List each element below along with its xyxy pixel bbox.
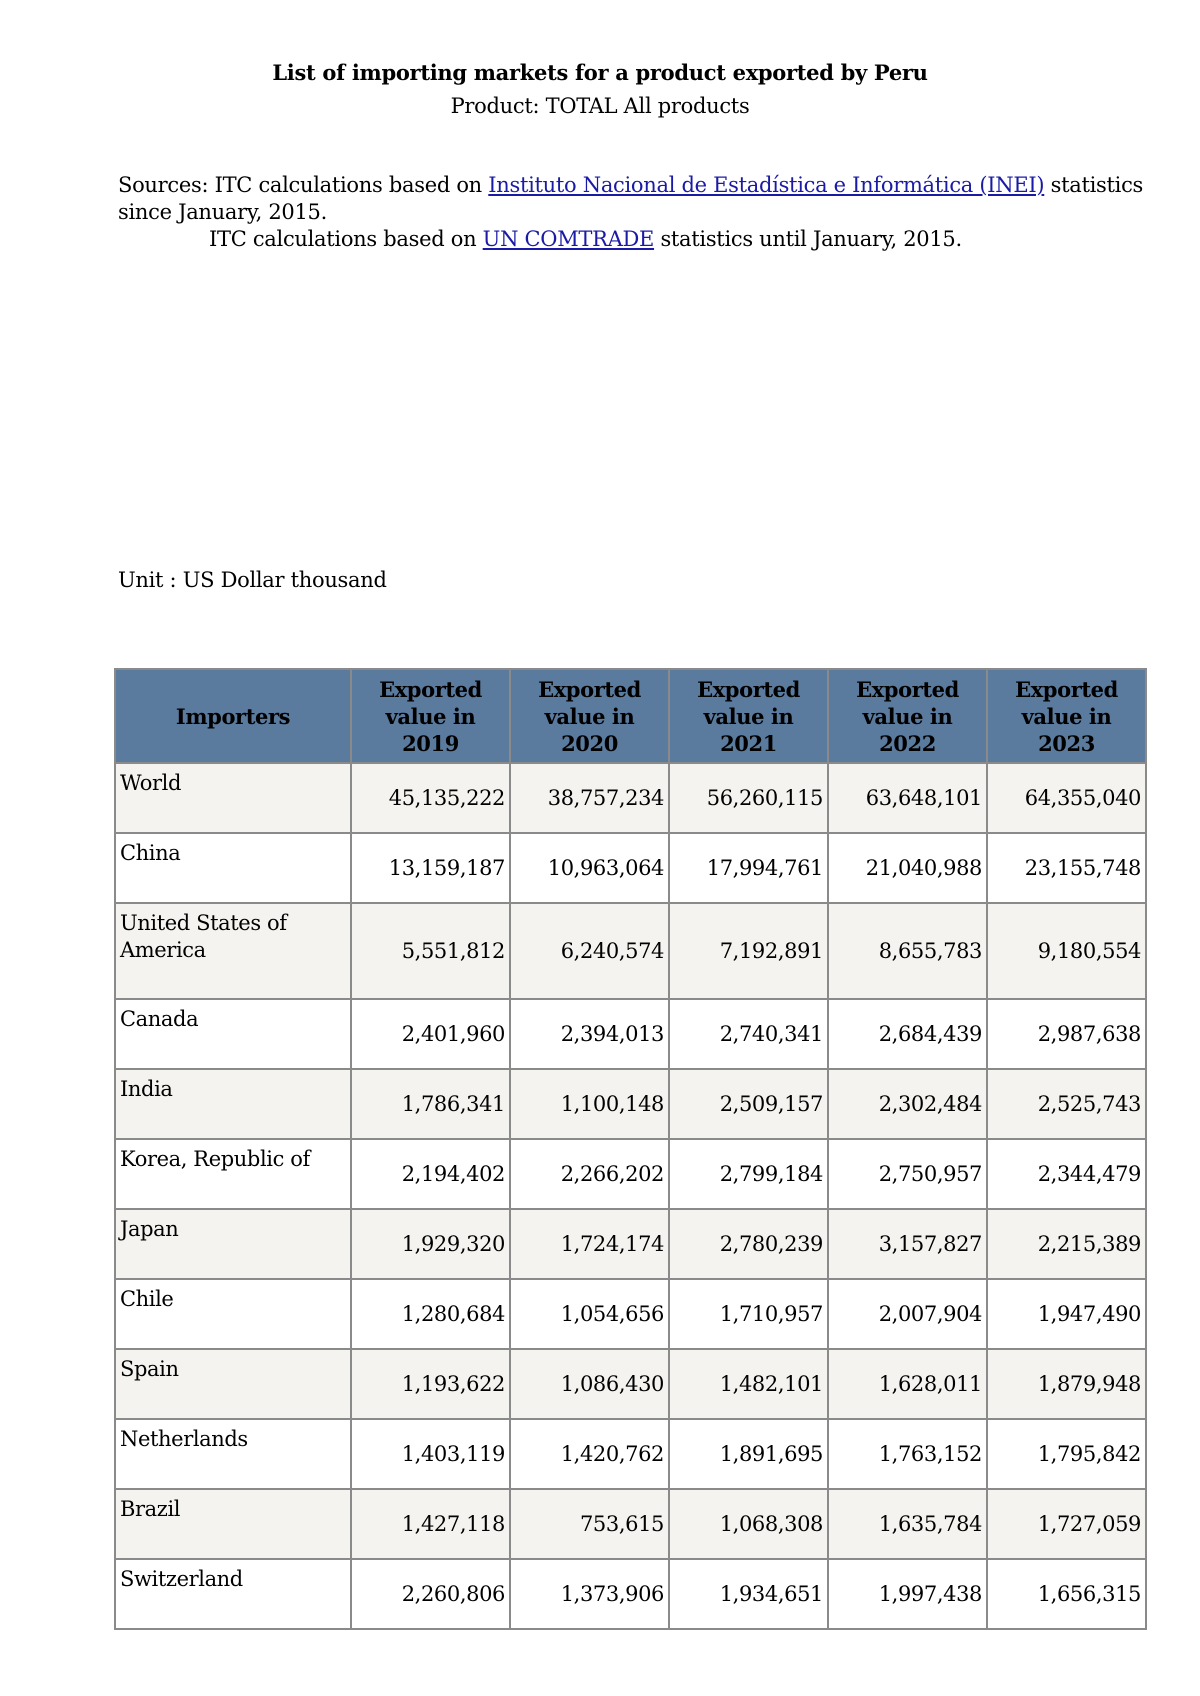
exported-value-cell: 2,740,341 <box>669 999 828 1069</box>
un-comtrade-link[interactable]: UN COMTRADE <box>482 227 655 251</box>
table-header-row <box>115 669 1146 763</box>
table-row <box>115 1349 1146 1419</box>
importer-name: Canada <box>115 999 351 1069</box>
exported-value-cell: 2,780,239 <box>669 1209 828 1279</box>
header-2020: Exported value in 2020 <box>510 669 669 763</box>
table-row <box>115 903 1146 999</box>
importer-name: Brazil <box>115 1489 351 1559</box>
exported-value-cell: 17,994,761 <box>669 833 828 903</box>
exported-value-cell: 2,525,743 <box>987 1069 1146 1139</box>
exported-value-cell: 1,795,842 <box>987 1419 1146 1489</box>
importer-name: India <box>115 1069 351 1139</box>
table-row <box>115 1069 1146 1139</box>
exported-value-cell: 1,710,957 <box>669 1279 828 1349</box>
sources-prefix-2: ITC calculations based on <box>209 227 483 251</box>
exported-value-cell: 2,509,157 <box>669 1069 828 1139</box>
sources-suffix-2: statistics until January, 2015. <box>654 227 962 251</box>
table-row <box>115 999 1146 1069</box>
exported-value-cell: 2,401,960 <box>351 999 510 1069</box>
exported-value-cell: 753,615 <box>510 1489 669 1559</box>
exported-value-cell: 2,266,202 <box>510 1139 669 1209</box>
exported-value-cell: 56,260,115 <box>669 763 828 833</box>
exported-value-cell: 1,086,430 <box>510 1349 669 1419</box>
exported-value-cell: 13,159,187 <box>351 833 510 903</box>
exported-value-cell: 1,054,656 <box>510 1279 669 1349</box>
exported-value-cell: 1,724,174 <box>510 1209 669 1279</box>
exported-value-cell: 7,192,891 <box>669 903 828 999</box>
exported-value-cell: 8,655,783 <box>828 903 987 999</box>
header-2022: Exported value in 2022 <box>828 669 987 763</box>
exported-value-cell: 2,344,479 <box>987 1139 1146 1209</box>
exported-value-cell: 1,628,011 <box>828 1349 987 1419</box>
exported-value-cell: 38,757,234 <box>510 763 669 833</box>
page-title: List of importing markets for a product exported by Peru <box>272 60 928 85</box>
exported-value-cell: 64,355,040 <box>987 763 1146 833</box>
exported-value-cell: 1,427,118 <box>351 1489 510 1559</box>
exported-value-cell: 3,157,827 <box>828 1209 987 1279</box>
table-row <box>115 763 1146 833</box>
exported-value-cell: 2,987,638 <box>987 999 1146 1069</box>
sources-suffix: statistics since January, 2015. <box>118 173 1144 224</box>
importers-table <box>114 668 1147 1630</box>
table-row <box>115 1209 1146 1279</box>
exported-value-cell: 1,482,101 <box>669 1349 828 1419</box>
table-body <box>115 763 1146 1629</box>
exported-value-cell: 1,100,148 <box>510 1069 669 1139</box>
importer-name: Chile <box>115 1279 351 1349</box>
header-2019: Exported value in 2019 <box>351 669 510 763</box>
exported-value-cell: 2,007,904 <box>828 1279 987 1349</box>
table-row <box>115 1139 1146 1209</box>
exported-value-cell: 2,799,184 <box>669 1139 828 1209</box>
exported-value-cell: 1,193,622 <box>351 1349 510 1419</box>
table-row <box>115 1279 1146 1349</box>
importer-name: Spain <box>115 1349 351 1419</box>
importer-name: China <box>115 833 351 903</box>
importer-name: Netherlands <box>115 1419 351 1489</box>
exported-value-cell: 1,786,341 <box>351 1069 510 1139</box>
exported-value-cell: 1,763,152 <box>828 1419 987 1489</box>
product-subtitle: Product: TOTAL All products <box>450 94 750 118</box>
exported-value-cell: 1,727,059 <box>987 1489 1146 1559</box>
exported-value-cell: 2,684,439 <box>828 999 987 1069</box>
importer-name: Japan <box>115 1209 351 1279</box>
exported-value-cell: 2,260,806 <box>351 1559 510 1629</box>
exported-value-cell: 63,648,101 <box>828 763 987 833</box>
exported-value-cell: 2,302,484 <box>828 1069 987 1139</box>
exported-value-cell: 10,963,064 <box>510 833 669 903</box>
exported-value-cell: 1,934,651 <box>669 1559 828 1629</box>
exported-value-cell: 23,155,748 <box>987 833 1146 903</box>
exported-value-cell: 1,068,308 <box>669 1489 828 1559</box>
exported-value-cell: 9,180,554 <box>987 903 1146 999</box>
exported-value-cell: 1,635,784 <box>828 1489 987 1559</box>
exported-value-cell: 2,750,957 <box>828 1139 987 1209</box>
exported-value-cell: 1,997,438 <box>828 1559 987 1629</box>
exported-value-cell: 2,394,013 <box>510 999 669 1069</box>
exported-value-cell: 1,891,695 <box>669 1419 828 1489</box>
exported-value-cell: 6,240,574 <box>510 903 669 999</box>
importer-name: Korea, Republic of <box>115 1139 351 1209</box>
header-2023: Exported value in 2023 <box>987 669 1146 763</box>
importer-name: World <box>115 763 351 833</box>
table-row <box>115 1559 1146 1629</box>
header-2021: Exported value in 2021 <box>669 669 828 763</box>
exported-value-cell: 1,656,315 <box>987 1559 1146 1629</box>
unit-label: Unit : US Dollar thousand <box>118 568 387 592</box>
table-row <box>115 833 1146 903</box>
exported-value-cell: 45,135,222 <box>351 763 510 833</box>
sources-block <box>118 172 1148 253</box>
sources-prefix: Sources: ITC calculations based on <box>118 173 489 197</box>
exported-value-cell: 5,551,812 <box>351 903 510 999</box>
exported-value-cell: 2,215,389 <box>987 1209 1146 1279</box>
exported-value-cell: 21,040,988 <box>828 833 987 903</box>
exported-value-cell: 1,420,762 <box>510 1419 669 1489</box>
exported-value-cell: 1,929,320 <box>351 1209 510 1279</box>
header-importers: Importers <box>115 669 351 763</box>
inei-link[interactable]: Instituto Nacional de Estadística e Informática (INEI) <box>488 173 1045 197</box>
importer-name: Switzerland <box>115 1559 351 1629</box>
exported-value-cell: 2,194,402 <box>351 1139 510 1209</box>
exported-value-cell: 1,947,490 <box>987 1279 1146 1349</box>
table-row <box>115 1489 1146 1559</box>
exported-value-cell: 1,403,119 <box>351 1419 510 1489</box>
importer-name: United States of America <box>115 903 351 999</box>
exported-value-cell: 1,280,684 <box>351 1279 510 1349</box>
exported-value-cell: 1,879,948 <box>987 1349 1146 1419</box>
exported-value-cell: 1,373,906 <box>510 1559 669 1629</box>
table-row <box>115 1419 1146 1489</box>
